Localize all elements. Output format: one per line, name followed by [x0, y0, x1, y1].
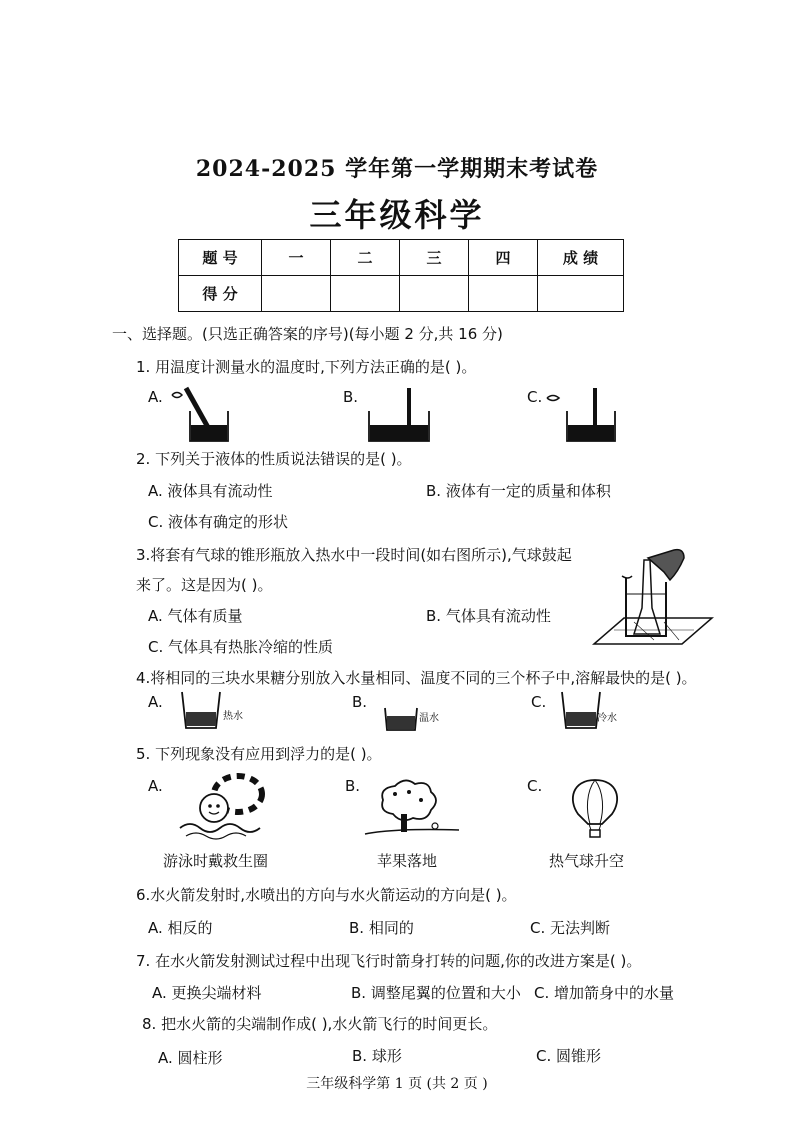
- q3-option-c[interactable]: C. 气体具有热胀冷缩的性质: [148, 638, 334, 656]
- q6-option-c[interactable]: C. 无法判断: [530, 919, 611, 937]
- apple-tree-icon: [365, 778, 460, 840]
- q6-option-a[interactable]: A. 相反的: [148, 919, 213, 937]
- question-8-stem: 8. 把水火箭的尖端制作成( ),水火箭飞行的时间更长。: [142, 1015, 498, 1033]
- q5-option-a-label[interactable]: A.: [148, 777, 163, 795]
- page-footer: 三年级科学第 1 页 (共 2 页 ): [306, 1076, 488, 1092]
- score-table-cell: 四: [469, 240, 538, 276]
- score-table: [178, 239, 624, 312]
- cold-water-label: 冷水: [597, 713, 617, 724]
- q3-option-b[interactable]: B. 气体具有流动性: [426, 607, 551, 625]
- flask-balloon-hot-water-icon: [594, 546, 714, 656]
- section-heading: 一、选择题。(只选正确答案的序号)(每小题 2 分,共 16 分): [112, 325, 503, 343]
- score-table-cell: 成 绩: [538, 240, 624, 276]
- score-input-cell[interactable]: [400, 276, 469, 312]
- score-table-score-row: [179, 276, 624, 312]
- q5-caption-b: 苹果落地: [377, 852, 438, 870]
- question-6-stem: 6.水火箭发射时,水喷出的方向与水火箭运动的方向是( )。: [136, 886, 517, 904]
- q2-option-a[interactable]: A. 液体具有流动性: [148, 482, 273, 500]
- q8-option-b[interactable]: B. 球形: [352, 1047, 402, 1065]
- hot-water-label: 热水: [223, 711, 243, 722]
- score-table-header-row: [179, 240, 624, 276]
- q2-option-b[interactable]: B. 液体有一定的质量和体积: [426, 482, 611, 500]
- question-3-stem-line2: 来了。这是因为( )。: [136, 576, 273, 594]
- question-4-stem: 4.将相同的三块水果糖分别放入水量相同、温度不同的三个杯子中,溶解最快的是( )。: [136, 669, 697, 687]
- q5-option-b-label[interactable]: B.: [345, 777, 361, 795]
- warm-water-cup-icon: [383, 706, 419, 732]
- score-table-cell: 得 分: [179, 276, 262, 312]
- q7-option-b[interactable]: B. 调整尾翼的位置和大小: [351, 984, 521, 1002]
- score-table-cell: 一: [262, 240, 331, 276]
- q6-option-b[interactable]: B. 相同的: [349, 919, 414, 937]
- score-input-cell[interactable]: [538, 276, 624, 312]
- thermometer-touching-bottom-icon: [357, 383, 427, 443]
- q5-option-c-label[interactable]: C.: [527, 777, 543, 795]
- q7-option-c[interactable]: C. 增加箭身中的水量: [534, 984, 675, 1002]
- q4-option-a-label[interactable]: A.: [148, 693, 163, 711]
- question-3-stem-line1: 3.将套有气球的锥形瓶放入热水中一段时间(如右图所示),气球鼓起: [136, 546, 572, 564]
- score-input-cell[interactable]: [262, 276, 331, 312]
- question-7-stem: 7. 在水火箭发射测试过程中出现飞行时箭身打转的问题,你的改进方案是( )。: [136, 952, 642, 970]
- exam-title: 2024-2025 学年第一学期期末考试卷: [195, 156, 599, 182]
- hot-water-cup-icon: [180, 690, 222, 732]
- q1-option-b-label[interactable]: B.: [343, 388, 359, 406]
- q1-option-a-label[interactable]: A.: [148, 388, 163, 406]
- subject-title: 三年级科学: [309, 196, 485, 234]
- question-5-stem: 5. 下列现象没有应用到浮力的是( )。: [136, 745, 382, 763]
- score-table-cell: 题 号: [179, 240, 262, 276]
- q7-option-a[interactable]: A. 更换尖端材料: [152, 984, 262, 1002]
- hot-air-balloon-icon: [566, 778, 624, 838]
- q8-option-c[interactable]: C. 圆锥形: [536, 1047, 602, 1065]
- q4-option-c-label[interactable]: C.: [531, 693, 547, 711]
- question-1-stem: 1. 用温度计测量水的温度时,下列方法正确的是( )。: [136, 358, 477, 376]
- q5-caption-a: 游泳时戴救生圈: [163, 852, 269, 870]
- cold-water-cup-icon: [560, 690, 602, 732]
- q8-option-a[interactable]: A. 圆柱形: [158, 1049, 223, 1067]
- score-input-cell[interactable]: [331, 276, 400, 312]
- question-2-stem: 2. 下列关于液体的性质说法错误的是( )。: [136, 450, 412, 468]
- warm-water-label: 温水: [419, 713, 439, 724]
- q4-option-b-label[interactable]: B.: [352, 693, 368, 711]
- q2-option-c[interactable]: C. 液体有确定的形状: [148, 513, 289, 531]
- q5-caption-c: 热气球升空: [549, 852, 625, 870]
- thermometer-upright-icon: [545, 383, 615, 443]
- q3-option-a[interactable]: A. 气体有质量: [148, 607, 243, 625]
- swimmer-life-ring-icon: [178, 770, 268, 840]
- score-table-cell: 三: [400, 240, 469, 276]
- score-table-cell: 二: [331, 240, 400, 276]
- score-input-cell[interactable]: [469, 276, 538, 312]
- thermometer-tilted-icon: [170, 383, 240, 443]
- q1-option-c-label[interactable]: C.: [527, 388, 543, 406]
